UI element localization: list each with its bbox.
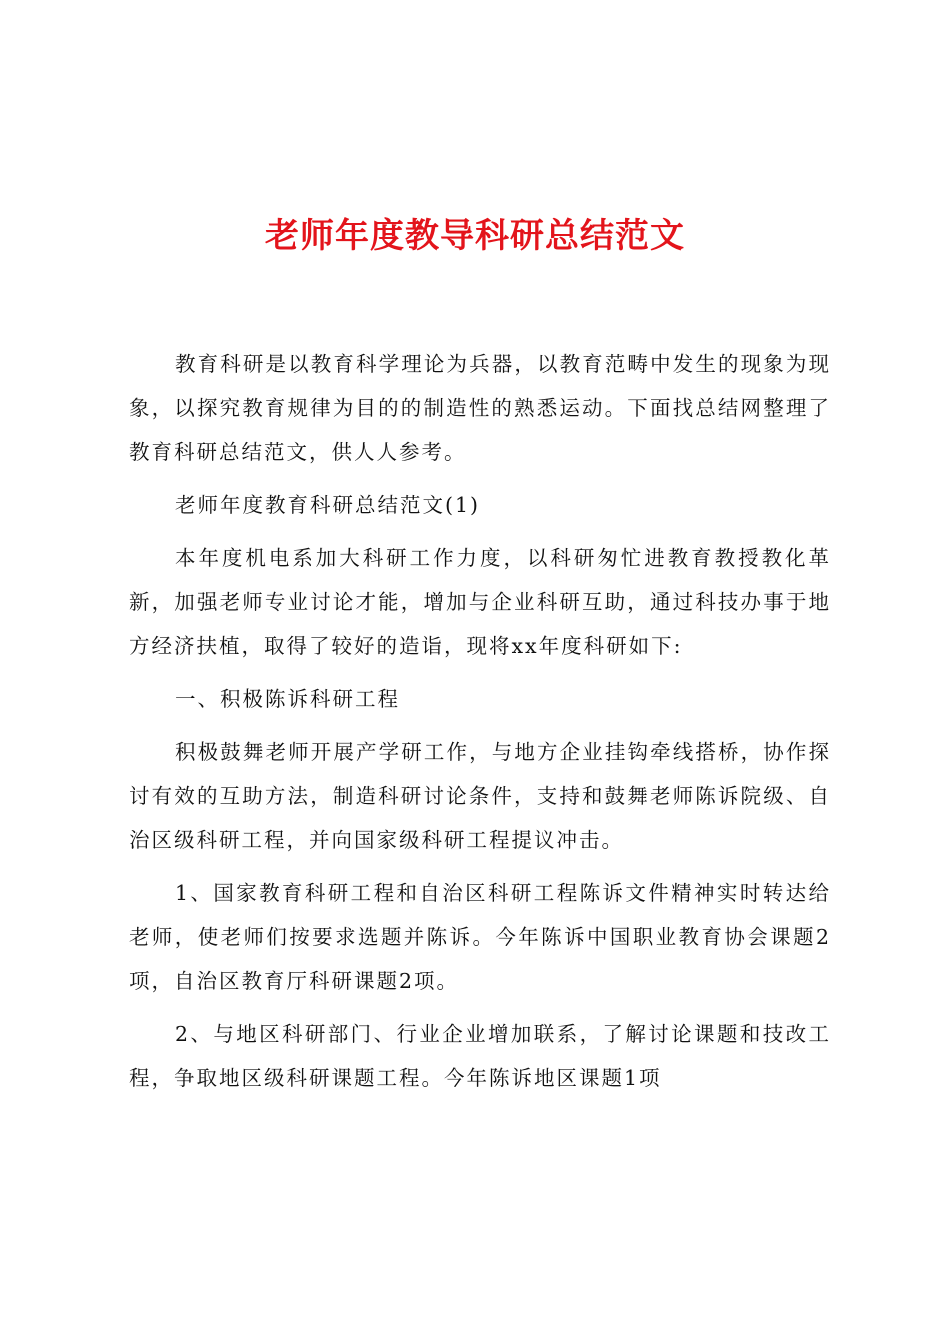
intro-paragraph: 教育科研是以教育科学理论为兵器，以教育范畴中发生的现象为现象，以探究教育规律为目的的制造性的熟悉运动。下面找总结网整理了教育科研总结范文，供人人参考。 [129, 352, 831, 464]
body-paragraph: 本年度机电系加大科研工作力度，以科研匆忙进教育教授教化革新，加强老师专业讨论才能，增加与企业科研互助，通过科技办事于地方经济扶植，取得了较好的造诣，现将xx年度科研如下: [129, 546, 831, 658]
list-item-1: 1、国家教育科研工程和自治区科研工程陈诉文件精神实时转达给老师，使老师们按要求选题并陈诉。今年陈诉中国职业教育协会课题2项，自治区教育厅科研课题2项。 [129, 881, 831, 993]
subsection-heading: 一、积极陈诉科研工程 [175, 687, 400, 711]
document-title: 老师年度教导科研总结范文 [265, 216, 685, 256]
section-heading-1: 老师年度教育科研总结范文(1) [175, 493, 481, 517]
list-item-2: 2、与地区科研部门、行业企业增加联系，了解讨论课题和技改工程，争取地区级科研课题工程。今年陈诉地区课题1项 [129, 1022, 831, 1090]
body-paragraph: 积极鼓舞老师开展产学研工作，与地方企业挂钩牵线搭桥，协作探讨有效的互助方法，制造科研讨论条件，支持和鼓舞老师陈诉院级、自治区级科研工程，并向国家级科研工程提议冲击。 [129, 740, 831, 852]
document-body [129, 342, 831, 1109]
